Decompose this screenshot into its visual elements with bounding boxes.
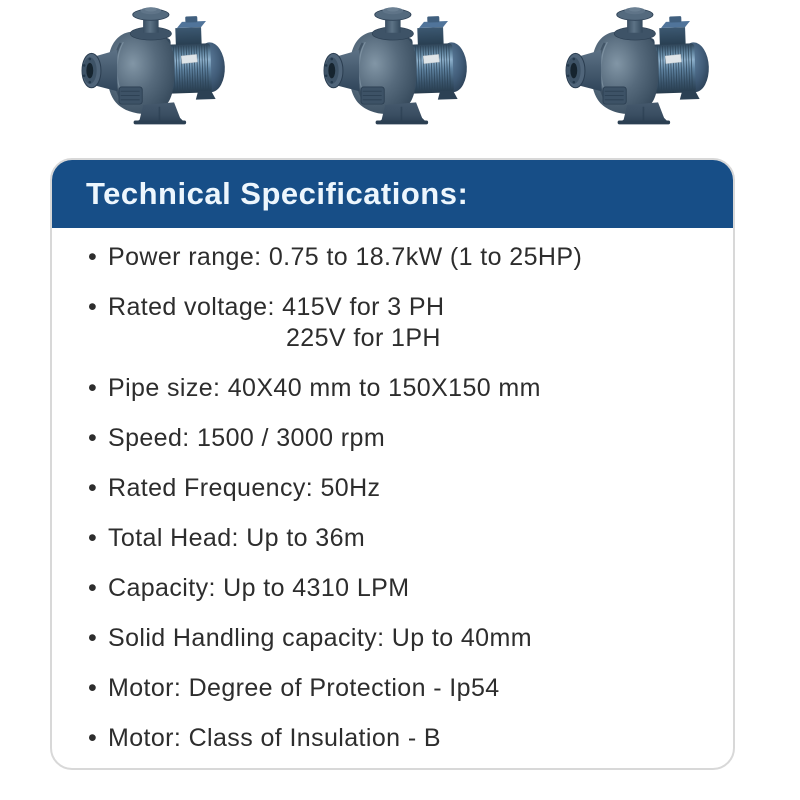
bullet-icon: • [88,624,98,652]
spec-line: Pipe size: 40X40 mm to 150X150 mm [108,374,541,402]
pump-product-image [312,6,484,130]
spec-line: Power range: 0.75 to 18.7kW (1 to 25HP) [108,243,583,271]
spec-item [88,473,705,504]
bullet-icon: • [88,243,98,271]
spec-item [88,723,705,754]
bullet-icon: • [88,474,98,502]
spec-text [108,523,705,554]
spec-line: Rated Frequency: 50Hz [108,474,381,502]
pump-product-image [70,6,242,130]
spec-item [88,573,705,604]
spec-text [108,623,705,654]
spec-list [52,228,733,768]
spec-item [88,523,705,554]
spec-text [108,242,705,273]
spec-item [88,292,705,354]
spec-item [88,673,705,704]
spec-text [108,292,705,354]
bullet-icon: • [88,293,98,321]
spec-text [108,673,705,704]
spec-line: Speed: 1500 / 3000 rpm [108,424,386,452]
spec-item [88,373,705,404]
spec-item [88,623,705,654]
bullet-icon: • [88,424,98,452]
bullet-icon: • [88,674,98,702]
spec-item [88,423,705,454]
spec-line: Motor: Class of Insulation - B [108,724,441,752]
spec-text [108,573,705,604]
product-row [0,0,800,136]
spec-item [88,242,705,273]
bullet-icon: • [88,724,98,752]
bullet-icon: • [88,574,98,602]
spec-line: Solid Handling capacity: Up to 40mm [108,624,532,652]
spec-line: Rated voltage: 415V for 3 PH [108,293,445,321]
spec-text [108,373,705,404]
spec-line: Total Head: Up to 36m [108,524,366,552]
pump-illustration [70,6,242,130]
bullet-icon: • [88,374,98,402]
pump-illustration [554,6,726,130]
spec-card-title: Technical Specifications: [86,176,469,211]
spec-card-header [52,160,733,228]
pump-product-image [554,6,726,130]
spec-line: Capacity: Up to 4310 LPM [108,574,410,602]
spec-text [108,723,705,754]
spec-text [108,423,705,454]
spec-text [108,473,705,504]
spec-line: Motor: Degree of Protection - Ip54 [108,674,500,702]
bullet-icon: • [88,524,98,552]
spec-card [50,158,735,770]
spec-line-continued: 225V for 1PH [286,324,441,352]
pump-illustration [312,6,484,130]
